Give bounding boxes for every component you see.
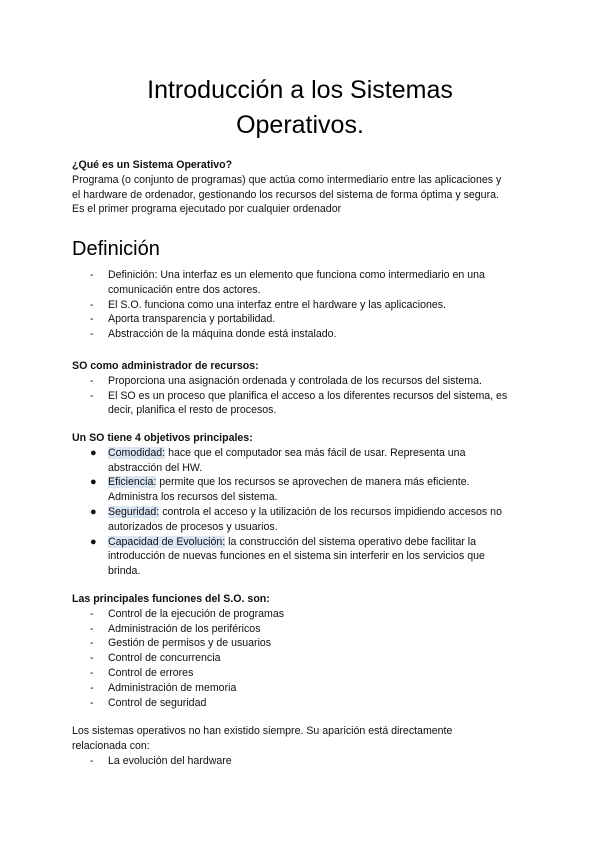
page-title: [0, 73, 600, 143]
bullet-marker: ●: [90, 446, 97, 459]
list-item: - Control de la ejecución de programas: [90, 607, 285, 620]
definicion-heading: Definición: [72, 238, 160, 260]
objetivos-section: [72, 431, 532, 579]
bullet-marker: ●: [90, 505, 97, 518]
historia-line-2: relacionada con:: [72, 739, 150, 752]
dash-marker: -: [90, 666, 94, 679]
dash-marker: -: [90, 269, 94, 281]
intro-line-1: Programa (o conjunto de programas) que actúa como intermediario entre las aplicaciones y: [72, 173, 502, 186]
list-item: - Abstracción de la máquina donde está instalado.: [90, 328, 337, 341]
dash-marker: -: [90, 754, 94, 767]
dash-marker: -: [90, 298, 94, 311]
highlighted-term: Seguridad:: [108, 505, 160, 518]
dash-marker: -: [90, 696, 94, 709]
list-item: ● Capacidad de Evolución: la construcción del sistema operativo debe facilitar la introducción de nuevas funciones en el sistema sin interferir en los servicios que brinda.: [90, 535, 485, 578]
dash-marker: -: [90, 328, 94, 341]
list-item: - Aporta transparencia y portabilidad.: [90, 313, 276, 326]
funciones-section: [72, 592, 532, 710]
highlighted-term: Eficiencia:: [108, 476, 157, 489]
dash-marker: -: [90, 652, 94, 665]
dash-marker: -: [90, 622, 94, 635]
list-item: - Gestión de permisos y de usuarios: [90, 637, 272, 650]
objetivos-heading: Un SO tiene 4 objetivos principales:: [72, 432, 253, 444]
historia-section: [72, 724, 532, 768]
list-item: - El S.O. funciona como una interfaz entre el hardware y las aplicaciones.: [90, 298, 447, 311]
intro-line-3: Es el primer programa ejecutado por cualquier ordenador: [72, 203, 342, 216]
list-item: - Proporciona una asignación ordenada y controlada de los recursos del sistema.: [90, 374, 482, 387]
administrador-heading: SO como administrador de recursos:: [72, 360, 259, 372]
administrador-section: [72, 359, 532, 418]
list-item: ● Eficiencia: permite que los recursos se aprovechen de manera más eficiente. Administra los recursos del sistema.: [90, 476, 470, 504]
list-item: - Definición: Una interfaz es un elemento que funciona como intermediario en una comunicación entre dos actores.: [90, 269, 485, 296]
list-item: - Control de errores: [90, 666, 194, 679]
title-line-1: Introducción a los Sistemas: [147, 76, 453, 104]
dash-marker: -: [90, 607, 94, 620]
definicion-section: [72, 237, 532, 261]
list-item: ● Comodidad: hace que el computador sea más fácil de usar. Representa una abstracción del HW.: [90, 446, 466, 474]
definicion-list: [72, 268, 532, 342]
highlighted-term: Capacidad de Evolución:: [108, 535, 226, 548]
intro-section: [72, 158, 532, 217]
funciones-heading: Las principales funciones del S.O. son:: [72, 593, 270, 605]
bullet-marker: ●: [90, 476, 97, 489]
list-item: - Control de concurrencia: [90, 652, 221, 665]
title-line-2: Operativos.: [236, 111, 364, 139]
list-item: - Administración de los periféricos: [90, 622, 261, 635]
dash-marker: -: [90, 374, 94, 387]
dash-marker: -: [90, 681, 94, 694]
list-item: - Administración de memoria: [90, 681, 237, 694]
list-item: - Control de seguridad: [90, 696, 207, 709]
list-item: ● Seguridad: controla el acceso y la utilización de los recursos impidiendo accesos no autorizados de procesos y usuarios.: [90, 505, 502, 533]
list-item: - El SO es un proceso que planifica el acceso a los diferentes recursos del sistema, es decir, planifica el resto de procesos.: [90, 389, 508, 417]
dash-marker: -: [90, 313, 94, 326]
bullet-marker: ●: [90, 535, 97, 548]
list-item: - La evolución del hardware: [90, 754, 232, 767]
highlighted-term: Comodidad:: [108, 446, 166, 459]
intro-question: ¿Qué es un Sistema Operativo?: [72, 159, 233, 171]
dash-marker: -: [90, 389, 94, 402]
intro-line-2: el hardware de ordenador, gestionando los recursos del sistema de forma óptima y segura.: [72, 188, 499, 201]
dash-marker: -: [90, 637, 94, 650]
historia-line-1: Los sistemas operativos no han existido siempre. Su aparición está directamente: [72, 725, 453, 737]
